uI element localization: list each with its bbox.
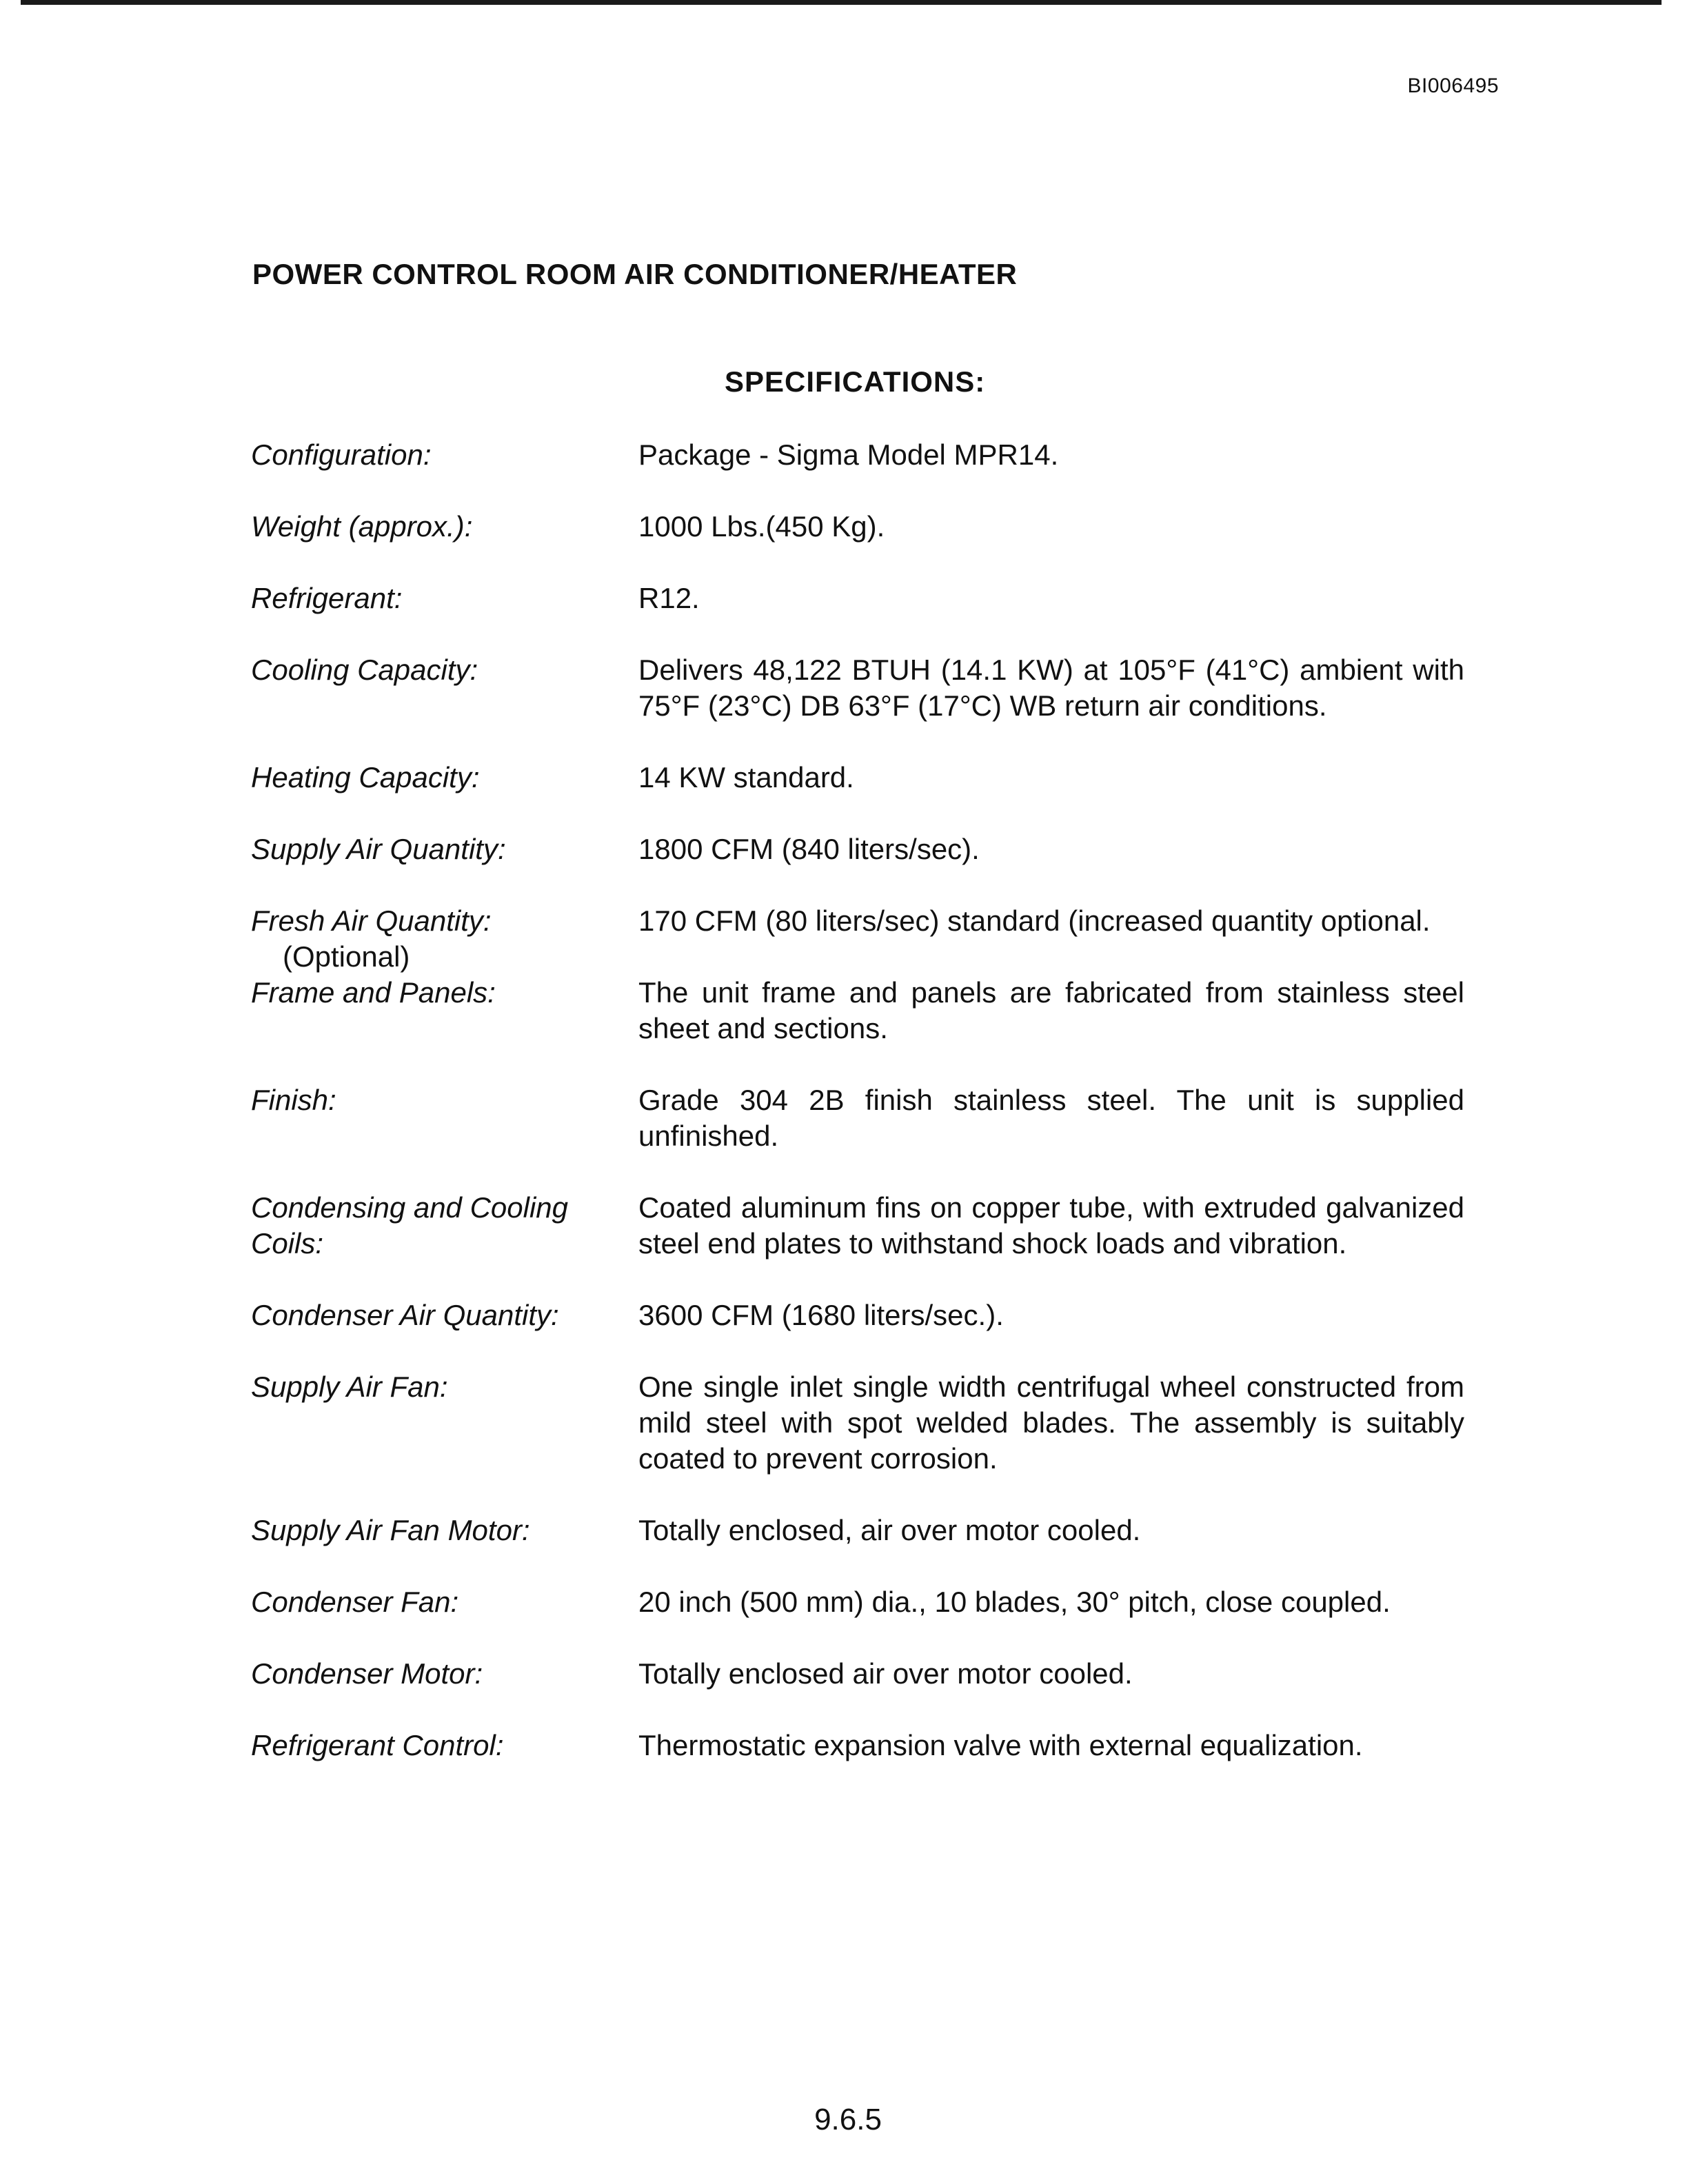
spec-sublabel: (Optional)	[283, 940, 410, 973]
spec-value: Package - Sigma Model MPR14.	[638, 438, 1059, 471]
spec-value: 1800 CFM (840 liters/sec).	[638, 833, 980, 865]
specifications-heading: SPECIFICATIONS:	[725, 365, 986, 398]
spec-label: Condenser Fan:	[251, 1586, 459, 1618]
spec-row-supply-air-quantity	[251, 831, 1464, 867]
spec-label: Refrigerant:	[251, 582, 403, 614]
spec-row-finish	[251, 1082, 1464, 1154]
spec-row-heating-capacity	[251, 760, 1464, 796]
spec-row-condensing-cooling-coils	[251, 1190, 1464, 1262]
spec-table	[251, 437, 1464, 1763]
spec-label: Heating Capacity:	[251, 761, 480, 793]
page-number: 9.6.5	[814, 2103, 882, 2136]
spec-row-frame-and-panels	[251, 975, 1464, 1046]
spec-label	[251, 903, 623, 975]
spec-row-supply-air-fan	[251, 1369, 1464, 1477]
spec-row-condenser-fan	[251, 1584, 1464, 1620]
spec-label: Refrigerant Control:	[251, 1729, 504, 1761]
spec-value: 3600 CFM (1680 liters/sec.).	[638, 1299, 1004, 1331]
spec-row-condenser-air-quantity	[251, 1297, 1464, 1333]
spec-label: Supply Air Quantity:	[251, 833, 506, 865]
spec-row-configuration	[251, 437, 1464, 473]
spec-value: Grade 304 2B finish stainless steel. The unit is supplied unfinished.	[638, 1084, 1464, 1152]
spec-value: Delivers 48,122 BTUH (14.1 KW) at 105°F (41°C) ambient with 75°F (23°C) DB 63°F (17°C) WB return air conditions.	[638, 654, 1464, 722]
spec-label: Condenser Air Quantity:	[251, 1299, 559, 1331]
spec-row-cooling-capacity	[251, 652, 1464, 724]
spec-value: One single inlet single width centrifugal wheel constructed from mild steel with spot welded blades. The assembly is suitably coated to prevent corrosion.	[638, 1371, 1464, 1475]
top-rule	[21, 0, 1662, 5]
spec-label: Finish:	[251, 1084, 336, 1116]
spec-label: Frame and Panels:	[251, 976, 496, 1009]
spec-row-supply-air-fan-motor	[251, 1513, 1464, 1548]
spec-value: Coated aluminum fins on copper tube, with extruded galvanized steel end plates to withstand shock loads and vibration.	[638, 1191, 1464, 1260]
page-title: POWER CONTROL ROOM AIR CONDITIONER/HEATER	[252, 258, 1018, 290]
spec-label: Condensing and Cooling Coils:	[251, 1191, 569, 1260]
spec-value: Totally enclosed air over motor cooled.	[638, 1657, 1133, 1690]
spec-value: The unit frame and panels are fabricated from stainless steel sheet and sections.	[638, 976, 1464, 1044]
spec-label: Weight (approx.):	[251, 510, 473, 543]
spec-label-text: Fresh Air Quantity:	[251, 904, 492, 937]
spec-value: R12.	[638, 582, 700, 614]
spec-label: Supply Air Fan:	[251, 1371, 448, 1403]
spec-label: Configuration:	[251, 438, 432, 471]
spec-value: 20 inch (500 mm) dia., 10 blades, 30° pitch, close coupled.	[638, 1586, 1391, 1618]
document-id: BI006495	[1407, 74, 1499, 97]
spec-value: Totally enclosed, air over motor cooled.	[638, 1514, 1141, 1546]
spec-label: Condenser Motor:	[251, 1657, 483, 1690]
spec-value: 1000 Lbs.(450 Kg).	[638, 510, 885, 543]
spec-label: Supply Air Fan Motor:	[251, 1514, 530, 1546]
spec-label: Cooling Capacity:	[251, 654, 478, 686]
spec-row-fresh-air-quantity	[251, 903, 1464, 973]
spec-row-refrigerant-control	[251, 1728, 1464, 1763]
spec-value: 14 KW standard.	[638, 761, 854, 793]
spec-row-condenser-motor	[251, 1656, 1464, 1692]
spec-row-refrigerant	[251, 580, 1464, 616]
spec-row-weight	[251, 509, 1464, 545]
spec-value: 170 CFM (80 liters/sec) standard (increased quantity optional.	[638, 904, 1431, 937]
spec-value: Thermostatic expansion valve with external equalization.	[638, 1729, 1363, 1761]
